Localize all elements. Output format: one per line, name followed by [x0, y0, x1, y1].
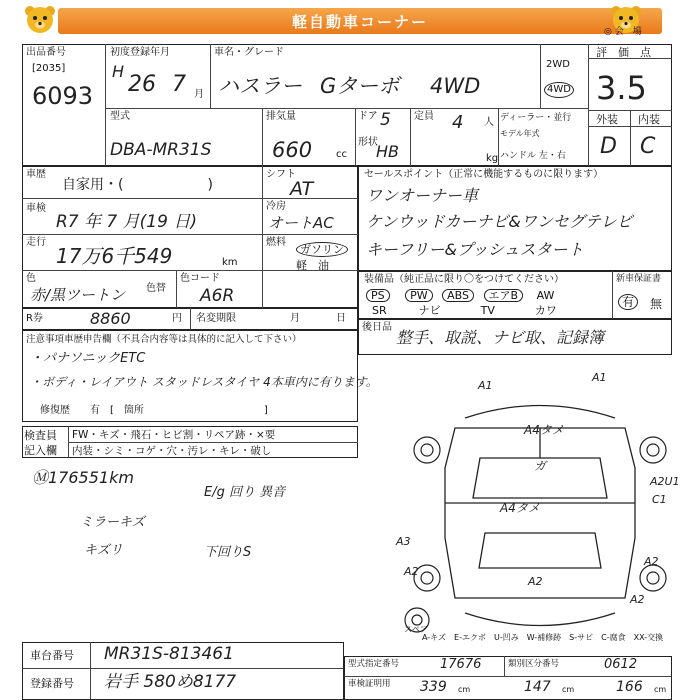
shift-label: シフト — [266, 169, 296, 180]
4wd-option-circled: 4WD — [544, 82, 574, 98]
recycle-label: R券 — [26, 313, 43, 324]
type-code-label: 型式指定番号 — [348, 659, 400, 669]
damage-label-roof: A4タメ — [500, 501, 540, 515]
sales-point-3: キーフリー&プッシュスタート — [366, 240, 584, 259]
damage-label-hood: A4タメ — [524, 423, 564, 437]
dimension-height: 166 — [616, 679, 643, 695]
sales-point-1: ワンオーナー車 — [366, 186, 479, 205]
plate-label: 登録番号 — [30, 677, 74, 690]
reg-label: 初度登録年月 — [110, 47, 170, 58]
inspector-note-5: 下回りS — [204, 545, 252, 560]
drive: 4WD — [430, 74, 481, 98]
rear-bumper-outline — [465, 613, 615, 626]
type-label: 型式 — [110, 111, 130, 122]
chassis-value: MR31S-813461 — [104, 644, 234, 664]
damage-label-a2-quarter: A2 — [630, 593, 645, 606]
displacement-value: 660 — [272, 138, 313, 162]
warranty-yes-circled: 有 — [618, 296, 638, 308]
type-value: DBA-MR31S — [110, 140, 212, 160]
checker-exterior-row: FW・キズ・飛石・ヒビ割・リペア跡・×要 — [72, 429, 276, 441]
certificate-label: 車検証明用 — [348, 679, 391, 689]
equip-abs: ABS — [442, 289, 474, 302]
note-line-2: ・ボディ・レイアウト スタッドレスタイヤ 4本車内に有ります。 — [30, 375, 378, 389]
header-bar — [58, 8, 662, 34]
sales-point-2: ケンウッドカーナビ&ワンセグテレビ — [366, 212, 633, 231]
dealer-label: ディーラー・並行 — [500, 113, 572, 123]
capacity-label: 定員 — [414, 111, 434, 122]
color-code: A6R — [200, 286, 235, 306]
history-label: 車歴 — [26, 169, 46, 180]
repair-value: 有 [ 箇所 ] — [90, 405, 268, 416]
handle-label: ハンドル 左・右 — [500, 151, 566, 161]
notes-label: 注意事項車歴申告欄（不具合内容等は具体的に記入して下さい） — [26, 334, 302, 345]
doors-value: 5 — [380, 110, 391, 130]
dimension-width: 147 — [524, 679, 551, 695]
recycle-unit: 円 — [172, 313, 182, 324]
score-label: 評 価 点 — [596, 46, 651, 59]
lot-label: 出品番号 — [26, 47, 66, 58]
damage-label-a1-front-right: A1 — [592, 371, 607, 384]
name-label: 車名・グレード — [214, 47, 284, 58]
note-line-1: ・パナソニックETC — [30, 351, 146, 366]
damage-label-a3: A3 — [396, 535, 411, 548]
inspector-note-4: キズリ — [84, 543, 123, 558]
lot-number: 6093 — [32, 82, 94, 110]
shift-value: AT — [290, 178, 314, 200]
lot-sub: [2035] — [32, 63, 66, 74]
checker-interior-row: 内装・シミ・コゲ・穴・汚レ・キレ・破し — [72, 445, 272, 457]
equip-leather: カワ — [534, 304, 557, 317]
fuel-alt: 軽 油 — [296, 259, 329, 272]
kg-unit: kg — [486, 153, 499, 164]
model-year-label: モデル年式 — [500, 129, 540, 138]
model-name: ハスラー — [218, 74, 302, 98]
reg-month: 7 — [172, 72, 186, 97]
mileage-label: 走行 — [26, 237, 46, 248]
exterior-grade: D — [600, 134, 617, 159]
equip-airbag: エアB — [484, 289, 524, 302]
warranty-label: 新車保証書 — [616, 274, 662, 284]
capacity-value: 4 — [452, 112, 464, 133]
capacity-unit: 人 — [484, 117, 494, 128]
inspection-value: R7 年 7 月(19 日) — [56, 212, 197, 232]
displacement-unit: cc — [336, 149, 347, 160]
doors-label: ドア — [358, 111, 378, 122]
class-value: 0612 — [604, 657, 638, 672]
name-change-label: 名変期限 — [196, 313, 236, 324]
equip-tv: TV — [480, 304, 495, 317]
color-swap-label: 色替 — [146, 283, 166, 294]
history-value: 自家用・( ) — [62, 177, 213, 193]
class-label: 類別区分番号 — [508, 659, 560, 669]
header — [0, 0, 700, 38]
after-label: 後日品 — [362, 322, 392, 333]
reg-year: 26 — [128, 72, 156, 97]
damage-label-c1: C1 — [652, 493, 667, 506]
ac-label: 冷房 — [266, 201, 286, 212]
fuel-label: 燃料 — [266, 237, 286, 248]
score: 3.5 — [596, 69, 647, 107]
after-value: 整手、取説、ナビ取、記録簿 — [396, 328, 605, 347]
inspector-note-2: E/g 回り 異音 — [204, 485, 286, 500]
bear-mascot-icon — [22, 4, 58, 40]
equipment-row-1 — [366, 289, 554, 302]
damage-legend: A-キズ E-エクボ U-凹み W-補修跡 S-サビ C-腐食 XX-交換 — [422, 633, 664, 642]
recycle-value: 8860 — [90, 309, 131, 328]
mileage-unit: km — [222, 257, 238, 268]
damage-label-windshield: ガ — [534, 459, 547, 473]
name-change-month: 月 — [290, 313, 300, 324]
sales-label: セールスポイント（正常に機能するものに限ります） — [364, 169, 604, 180]
inspector-note-3: ミラーキズ — [80, 515, 145, 530]
inspection-label: 車検 — [26, 203, 46, 214]
auction-sheet — [0, 38, 700, 700]
damage-label-a2-rear-left: A2 — [404, 565, 419, 578]
damage-label-a2-rear: A2 — [528, 575, 543, 588]
checker-label: 検査員 — [24, 429, 57, 442]
name-change-day: 日 — [336, 313, 346, 324]
interior-label: 内装 — [638, 113, 660, 126]
equip-navi: ナビ — [418, 304, 441, 317]
page-title: 軽自動車コーナー — [291, 13, 428, 31]
exterior-label: 外装 — [596, 113, 618, 126]
shape-value: HB — [376, 142, 400, 161]
rear-window-outline — [479, 533, 601, 568]
dimension-width-unit: cm — [562, 685, 575, 694]
front-bumper-outline — [465, 406, 615, 419]
damage-label-right-side: A2U1 — [650, 475, 680, 488]
equip-ps: PS — [366, 289, 390, 302]
equip-aw: AW — [536, 289, 555, 302]
equip-pw: PW — [405, 289, 433, 302]
grade: Gターボ — [320, 74, 400, 98]
mileage-value: 17万6千549 — [56, 244, 173, 268]
checker-entry-label: 記入欄 — [24, 444, 57, 457]
fuel-value-circled: ガソリン — [296, 244, 348, 255]
2wd-option: 2WD — [546, 59, 570, 70]
chassis-label: 車台番号 — [30, 649, 74, 662]
warranty-no: 無 — [650, 297, 663, 311]
damage-label-a1-front-left: A1 — [478, 379, 493, 392]
interior-grade: C — [640, 134, 656, 159]
color-code-label: 色コード — [180, 273, 220, 284]
damage-label-a2-rear-right: A2 — [644, 555, 659, 568]
repair-label: 修復歴 — [40, 405, 70, 416]
type-code-value: 17676 — [440, 657, 482, 672]
inspector-note-1: Ⓜ176551km — [32, 468, 134, 487]
reg-month-unit: 月 — [194, 89, 204, 100]
color-label: 色 — [26, 273, 36, 284]
plate-value: 岩手 580め8177 — [104, 672, 237, 692]
dimension-length: 339 — [420, 679, 447, 695]
equipment-label: 装備品（純正品に限り〇をつけてください） — [364, 274, 564, 285]
equipment-row-2 — [372, 305, 557, 316]
shape-label: 形状 — [358, 137, 378, 148]
color-value: 赤/黒ツートン — [30, 286, 126, 304]
spare-tire-label: スペア — [404, 625, 428, 634]
displacement-label: 排気量 — [266, 111, 296, 122]
dimension-length-unit: cm — [458, 685, 471, 694]
venue-note: ◎ 会 場 — [604, 27, 642, 37]
reg-era: H — [112, 62, 125, 81]
equip-sr: SR — [372, 304, 387, 317]
dimension-height-unit: cm — [654, 685, 667, 694]
ac-value: オートAC — [268, 214, 334, 232]
